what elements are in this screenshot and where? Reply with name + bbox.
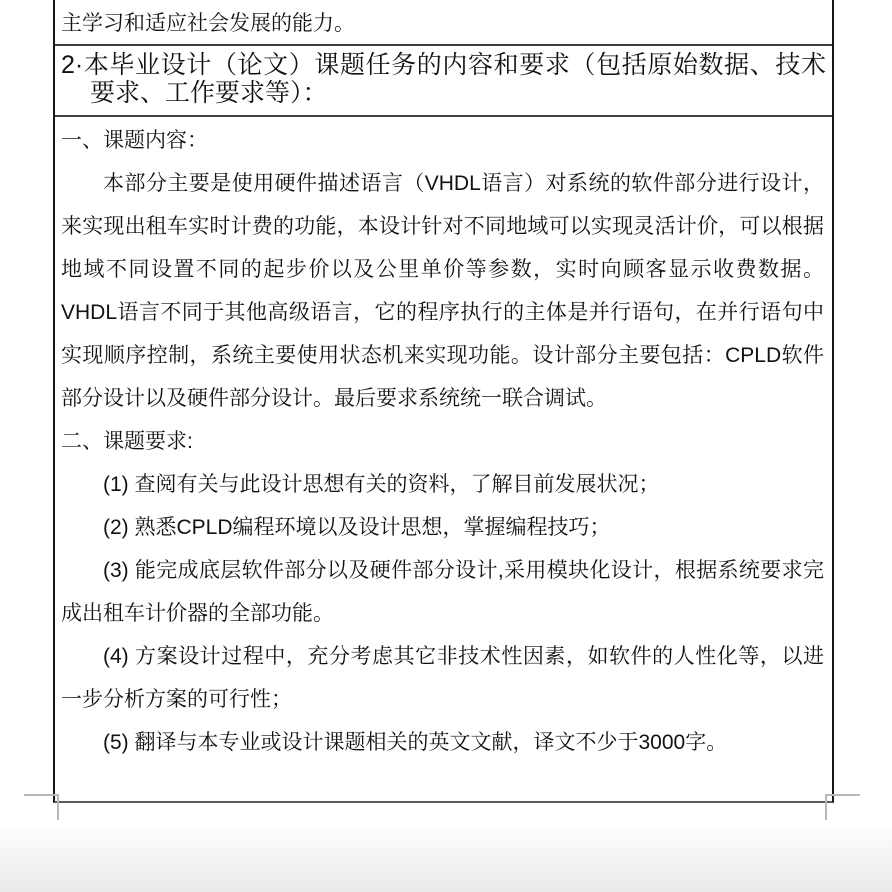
task-body-cell <box>55 117 832 801</box>
page-bottom-shadow <box>0 822 892 892</box>
section2-title: 二、课题要求: <box>61 430 193 453</box>
requirement-item-2: (2) 熟悉CPLD编程环境以及设计思想，掌握编程技巧； <box>103 516 611 539</box>
requirement-item-1: (1) 查阅有关与此设计思想有关的资料，了解目前发展状况； <box>103 473 660 496</box>
section1-paragraph: 本部分主要是使用硬件描述语言（VHDL语言）对系统的软件部分进行设计，来实现出租车实时计费的功能，本设计针对不同地域可以实现灵活计价，可以根据地域不同设置不同的起步价以及公里单价等参数，实时向顾客显示收费数据。VHDL语言不同于其他高级语言，它的程序执行的主体是并行语句，在并行语句中实现顺序控制，系统主要使用状态机来实现功能。设计部分主要包括：CPLD软件部分设计以及硬件部分设计。最后要求系统统一联合调试。 <box>61 172 824 410</box>
task-form-table <box>53 0 834 803</box>
carryover-line: 主学习和适应社会发展的能力。 <box>61 12 355 35</box>
requirement-item-3: (3) 能完成底层软件部分以及硬件部分设计,采用模块化设计，根据系统要求完成出租车计价器的全部功能。 <box>61 559 824 625</box>
requirement-item-5: (5) 翻译与本专业或设计课题相关的英文文献，译文不少于3000字。 <box>103 731 728 754</box>
margin-mark-vertical-segment <box>825 794 827 820</box>
task-heading: 2·本毕业设计（论文）课题任务的内容和要求（包括原始数据、技术要求、工作要求等）： <box>61 51 826 107</box>
margin-mark-vertical-segment <box>57 794 59 820</box>
margin-mark-horizontal-segment <box>24 794 58 796</box>
section1-title: 一、课题内容： <box>61 129 208 152</box>
requirement-item-4: (4) 方案设计过程中，充分考虑其它非技术性因素，如软件的人性化等，以进一步分析方案的可行性； <box>61 645 824 711</box>
task-heading-cell <box>55 46 832 117</box>
margin-mark-horizontal-segment <box>826 794 860 796</box>
carryover-cell <box>55 0 832 46</box>
